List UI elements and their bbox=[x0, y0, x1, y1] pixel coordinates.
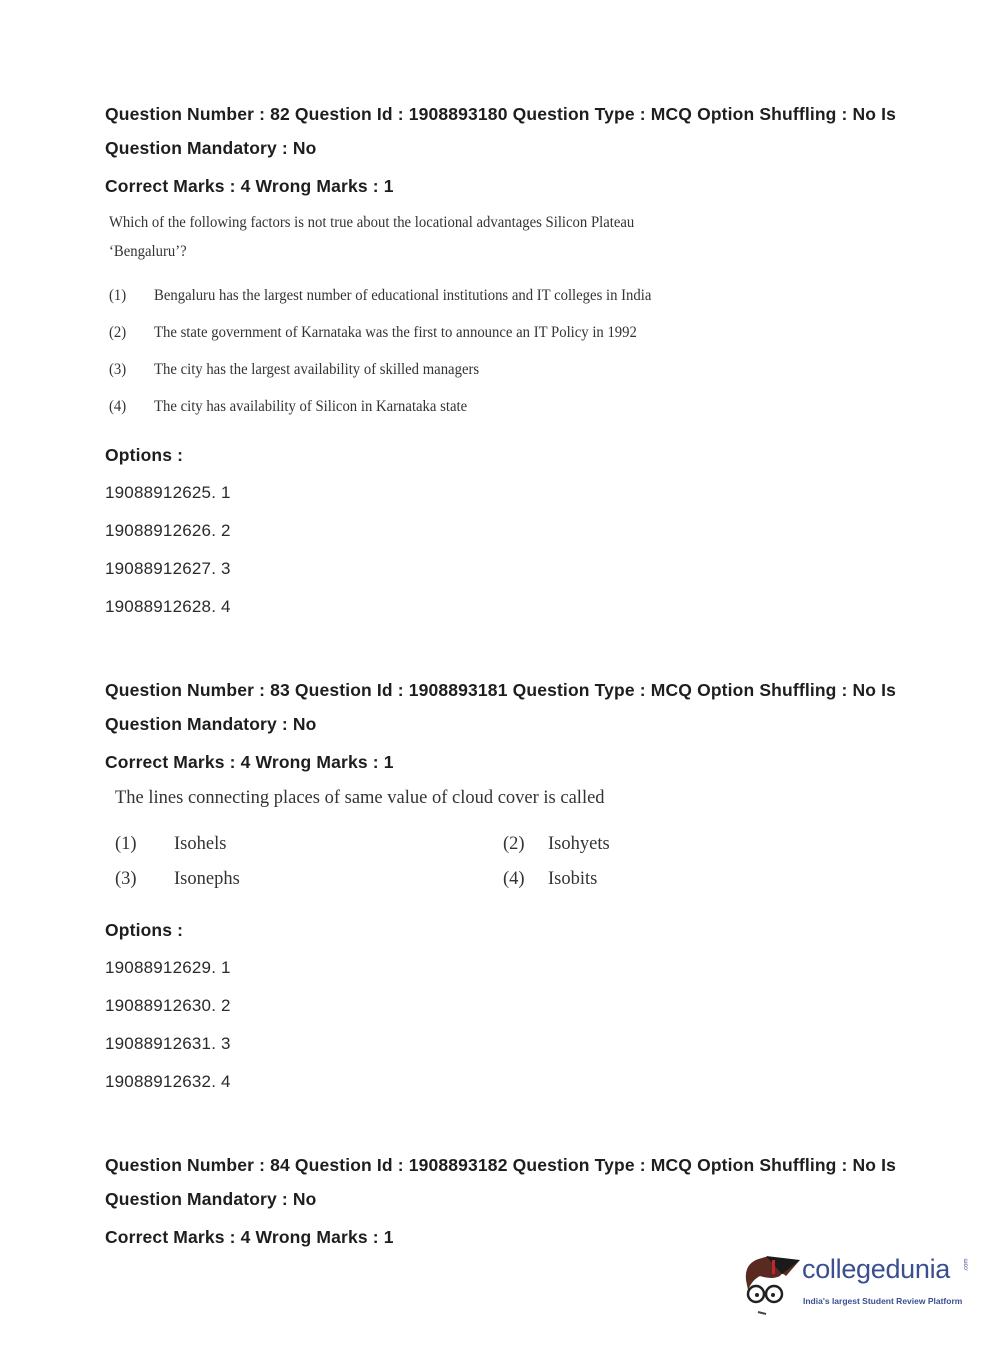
q82-choice-num: (1) bbox=[109, 287, 127, 304]
q83-options-label: Options : bbox=[105, 920, 184, 940]
collegedunia-logo bbox=[742, 1250, 972, 1320]
q83-option: 19088912630. 2 bbox=[105, 996, 231, 1015]
q82-options-label: Options : bbox=[105, 445, 184, 465]
q82-choice-text: The city has the largest availability of skilled managers bbox=[154, 361, 480, 378]
q82-text-line2: ‘Bengaluru’? bbox=[109, 243, 187, 260]
q82-text-line1: Which of the following factors is not true about the locational advantages Silicon Plateau bbox=[109, 214, 635, 231]
q82-marks: Correct Marks : 4 Wrong Marks : 1 bbox=[105, 176, 394, 196]
q83-header: Question Number : 83 Question Id : 1908893181 Question Type : MCQ Option Shuffling : No Is bbox=[105, 680, 897, 700]
q83-choice-num: (1) bbox=[115, 834, 137, 854]
q83-choice-text: Isohyets bbox=[548, 834, 610, 854]
q82-choice-text: The city has availability of Silicon in Karnataka state bbox=[154, 398, 468, 415]
q83-choice-text: Isobits bbox=[548, 869, 598, 889]
q82-mandatory: Question Mandatory : No bbox=[105, 138, 317, 158]
q83-text: The lines connecting places of same value of cloud cover is called bbox=[115, 788, 605, 808]
q84-mandatory: Question Mandatory : No bbox=[105, 1189, 317, 1209]
q83-choice-text: Isonephs bbox=[174, 869, 240, 889]
logo-suffix: .com bbox=[963, 1258, 970, 1272]
logo-brand: collegedunia bbox=[802, 1254, 951, 1284]
mascot-icon bbox=[742, 1250, 802, 1320]
q82-choice-num: (4) bbox=[109, 398, 127, 415]
q82-choice-text: The state government of Karnataka was the first to announce an IT Policy in 1992 bbox=[154, 324, 637, 341]
q83-mandatory: Question Mandatory : No bbox=[105, 714, 317, 734]
q84-header: Question Number : 84 Question Id : 1908893182 Question Type : MCQ Option Shuffling : No Is bbox=[105, 1155, 897, 1175]
q83-choice-num: (2) bbox=[503, 834, 525, 854]
q82-choice-num: (2) bbox=[109, 324, 127, 341]
q83-option: 19088912631. 3 bbox=[105, 1034, 231, 1053]
q82-option: 19088912625. 1 bbox=[105, 483, 231, 502]
q83-marks: Correct Marks : 4 Wrong Marks : 1 bbox=[105, 752, 394, 772]
q82-header: Question Number : 82 Question Id : 1908893180 Question Type : MCQ Option Shuffling : No Is bbox=[105, 104, 897, 124]
q83-choice-num: (4) bbox=[503, 869, 525, 889]
q82-choice-text: Bengaluru has the largest number of educational institutions and IT colleges in India bbox=[154, 287, 652, 304]
q82-choice-num: (3) bbox=[109, 361, 127, 378]
logo-tagline: India's largest Student Review Platform bbox=[803, 1296, 963, 1306]
q82-option: 19088912626. 2 bbox=[105, 521, 231, 540]
q84-marks: Correct Marks : 4 Wrong Marks : 1 bbox=[105, 1227, 394, 1247]
q83-choice-text: Isohels bbox=[174, 834, 227, 854]
q82-option: 19088912627. 3 bbox=[105, 559, 231, 578]
q83-option: 19088912632. 4 bbox=[105, 1072, 231, 1091]
q82-option: 19088912628. 4 bbox=[105, 597, 231, 616]
q83-option: 19088912629. 1 bbox=[105, 958, 231, 977]
q83-choice-num: (3) bbox=[115, 869, 137, 889]
